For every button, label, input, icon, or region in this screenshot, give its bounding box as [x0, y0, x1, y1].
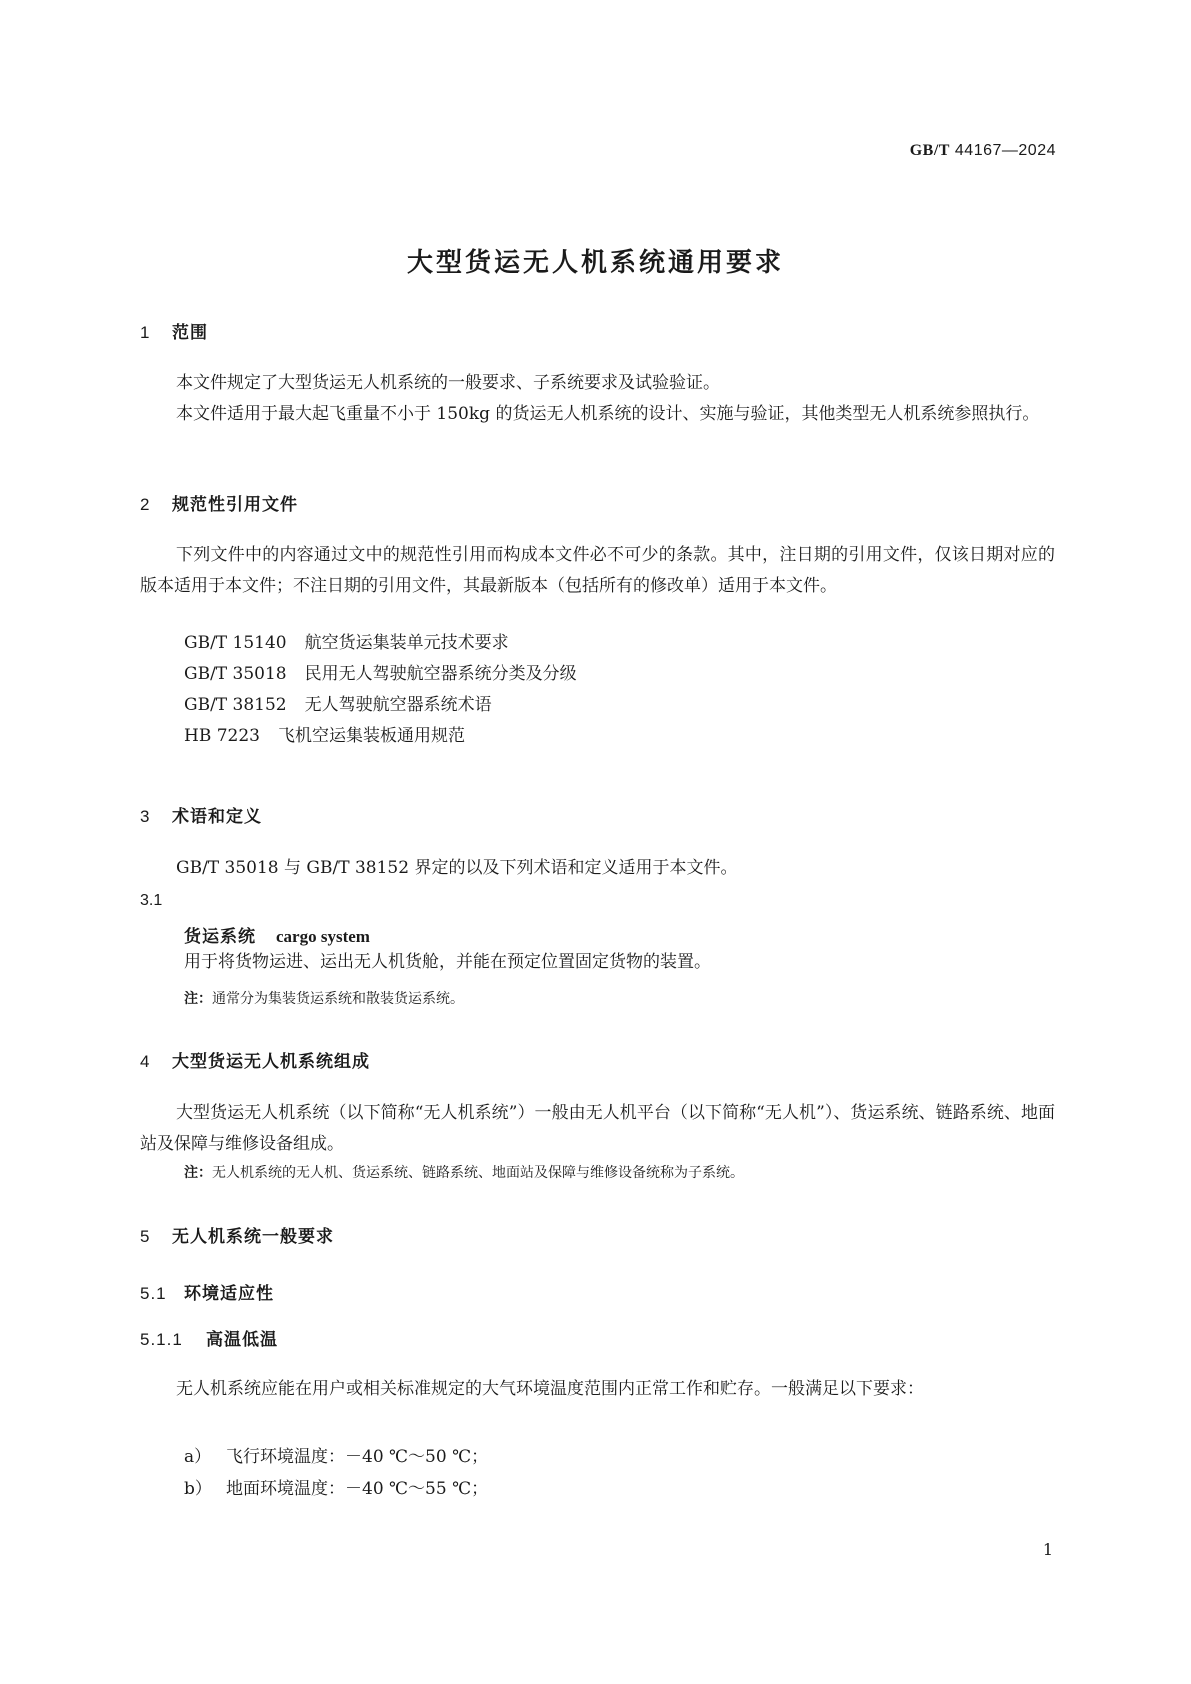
- note: [184, 988, 464, 1008]
- reference-title: 无人驾驶航空器系统术语: [304, 695, 492, 715]
- section-1-heading: [140, 318, 208, 343]
- standard-code: 44167—2024: [954, 142, 1056, 159]
- list-text: 飞行环境温度：－40 ℃～50 ℃；: [226, 1447, 489, 1467]
- reference-title: 飞机空运集装板通用规范: [278, 726, 465, 746]
- section-number: 5.1.1: [140, 1330, 183, 1349]
- list-text: 地面环境温度：－40 ℃～55 ℃；: [226, 1479, 489, 1499]
- section-number: 2: [140, 495, 151, 514]
- page-number: 1: [1042, 1540, 1053, 1559]
- section-title: 无人机系统一般要求: [172, 1227, 334, 1247]
- section-title: 环境适应性: [184, 1284, 274, 1304]
- section-number: 4: [140, 1052, 151, 1071]
- list-marker: a）: [184, 1447, 212, 1467]
- document-title: 大型货运无人机系统通用要求: [406, 248, 784, 278]
- reference-item: [184, 690, 492, 721]
- term-definition: 用于将货物运进、运出无人机货舱，并能在预定位置固定货物的装置。: [184, 952, 711, 972]
- section-2-heading: [140, 490, 298, 515]
- reference-title: 航空货运集装单元技术要求: [304, 633, 509, 653]
- section-number: 3: [140, 807, 151, 826]
- paragraph: 本文件规定了大型货运无人机系统的一般要求、子系统要求及试验验证。: [176, 373, 720, 393]
- note-text: 通常分为集装货运系统和散装货运系统。: [212, 991, 464, 1007]
- reference-item: [184, 659, 577, 690]
- paragraph: GB/T 35018 与 GB/T 38152 界定的以及下列术语和定义适用于本文件。: [176, 858, 738, 878]
- standard-number: [910, 142, 1056, 160]
- standard-prefix: GB/T: [909, 142, 950, 159]
- reference-item: [184, 628, 509, 659]
- note-label: 注：: [184, 1165, 212, 1181]
- paragraph: 下列文件中的内容通过文中的规范性引用而构成本文件必不可少的条款。其中，注日期的引用文件，仅该日期对应的版本适用于本文件；不注日期的引用文件，其最新版本（包括所有的修改单）适用于本文件。: [140, 545, 1055, 596]
- list-item: [184, 1442, 488, 1467]
- term-entry: [184, 922, 370, 947]
- reference-code: GB/T 15140: [184, 633, 287, 653]
- reference-title: 民用无人驾驶航空器系统分类及分级: [304, 664, 577, 684]
- note-text: 无人机系统的无人机、货运系统、链路系统、地面站及保障与维修设备统称为子系统。: [212, 1165, 744, 1181]
- note: [184, 1162, 744, 1182]
- section-5-heading: [140, 1222, 334, 1247]
- term-chinese: 货运系统: [184, 927, 256, 947]
- paragraph: 无人机系统应能在用户或相关标准规定的大气环境温度范围内正常工作和贮存。一般满足以下要求：: [176, 1379, 924, 1399]
- section-title: 高温低温: [206, 1330, 278, 1350]
- section-title: 大型货运无人机系统组成: [172, 1052, 370, 1072]
- subsection-5-1-1-heading: [140, 1325, 278, 1350]
- reference-code: GB/T 38152: [184, 695, 287, 715]
- reference-code: HB 7223: [184, 726, 260, 746]
- note-label: 注：: [184, 991, 212, 1007]
- section-title: 范围: [172, 323, 208, 343]
- subsection-5-1-heading: [140, 1279, 274, 1304]
- term-number: 3.1: [140, 892, 163, 909]
- section-3-heading: [140, 802, 262, 827]
- section-number: 1: [140, 323, 151, 342]
- paragraph: 本文件适用于最大起飞重量不小于 150kg 的货运无人机系统的设计、实施与验证，其他类型无人机系统参照执行。: [176, 404, 1040, 424]
- reference-code: GB/T 35018: [184, 664, 287, 684]
- section-title: 术语和定义: [172, 807, 262, 827]
- paragraph: 大型货运无人机系统（以下简称“无人机系统”）一般由无人机平台（以下简称“无人机”）、货运系统、链路系统、地面站及保障与维修设备组成。: [140, 1103, 1055, 1154]
- list-marker: b）: [184, 1479, 212, 1499]
- reference-item: [184, 721, 465, 752]
- section-title: 规范性引用文件: [172, 495, 298, 515]
- section-number: 5: [140, 1227, 151, 1246]
- term-english: cargo system: [276, 927, 370, 946]
- list-item: [184, 1474, 488, 1499]
- section-4-heading: [140, 1047, 370, 1072]
- section-number: 5.1: [140, 1284, 167, 1303]
